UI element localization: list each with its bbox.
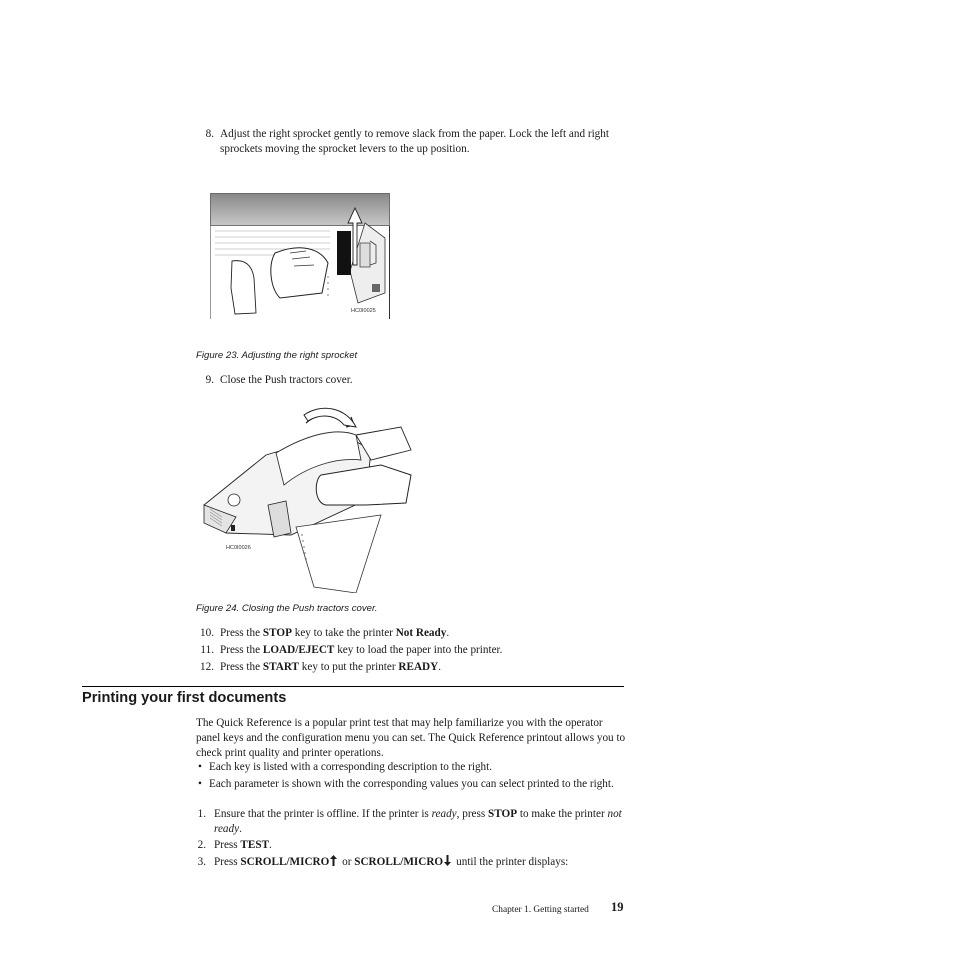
printer-cover-illustration	[196, 405, 418, 593]
printer-state: Not Ready	[395, 627, 447, 639]
step-number: 2.	[197, 839, 206, 851]
step-number: 8.	[205, 128, 214, 140]
key-name: LOAD/EJECT	[262, 644, 335, 656]
step-number: 11.	[200, 644, 214, 656]
step-text: Press the STOP key to take the printer Not Ready.	[220, 627, 450, 639]
section-title: Printing your first documents	[82, 690, 287, 706]
step-text: Press SCROLL/MICRO or SCROLL/MICRO until the printer displays:	[214, 856, 569, 868]
arrow-up-icon	[330, 855, 337, 866]
bullet-item: Each key is listed with a corresponding description to the right.	[209, 761, 493, 773]
step-number: 3.	[197, 856, 206, 868]
step-text: Adjust the right sprocket gently to remove slack from the paper. Lock the left and right sprockets moving the sprocket levers to the up position.	[220, 128, 609, 155]
sprocket-illustration	[210, 193, 390, 319]
printer-state: not ready	[214, 808, 622, 835]
key-name: TEST	[240, 839, 270, 851]
footer-chapter: Chapter 1. Getting started	[492, 905, 589, 915]
step-text: Press the LOAD/EJECT key to load the paper into the printer.	[220, 644, 503, 656]
key-name: SCROLL/MICRO	[354, 856, 444, 868]
step-number: 10.	[200, 627, 214, 639]
step-text: Close the Push tractors cover.	[220, 374, 353, 386]
figure-closing-push-tractors-cover	[196, 405, 418, 593]
figure-code: HC0I0026	[226, 545, 251, 551]
step-text: Press TEST.	[214, 839, 272, 851]
bullet-marker: •	[198, 778, 202, 790]
key-name: STOP	[488, 808, 518, 820]
bullet-item: Each parameter is shown with the corresponding values you can select printed to the right.	[209, 778, 614, 790]
key-name: START	[262, 661, 299, 673]
step-number: 9.	[205, 374, 214, 386]
arrow-down-icon	[444, 855, 451, 866]
section-rule	[82, 686, 624, 687]
figure-caption: Figure 24. Closing the Push tractors cover.	[196, 603, 378, 614]
figure-caption: Figure 23. Adjusting the right sprocket	[196, 350, 358, 361]
page-number: 19	[611, 900, 624, 914]
figure-code: HC0I0025	[351, 308, 376, 314]
key-name: SCROLL/MICRO	[240, 856, 330, 868]
step-text: Ensure that the printer is offline. If the printer is ready, press STOP to make the printer not ready.	[214, 808, 622, 835]
figure-adjusting-right-sprocket	[210, 193, 390, 319]
printer-state: READY	[398, 661, 439, 673]
step-number: 12.	[200, 661, 214, 673]
key-name: STOP	[262, 627, 292, 639]
step-text: Press the START key to put the printer READY.	[220, 661, 441, 673]
printer-state: ready	[431, 808, 457, 820]
bullet-marker: •	[198, 761, 202, 773]
intro-paragraph: The Quick Reference is a popular print test that may help familiarize you with the operator panel keys and the configuration menu you can set. The Quick Reference printout allows you to check print quality and printer operations.	[196, 717, 626, 759]
step-number: 1.	[197, 808, 206, 820]
